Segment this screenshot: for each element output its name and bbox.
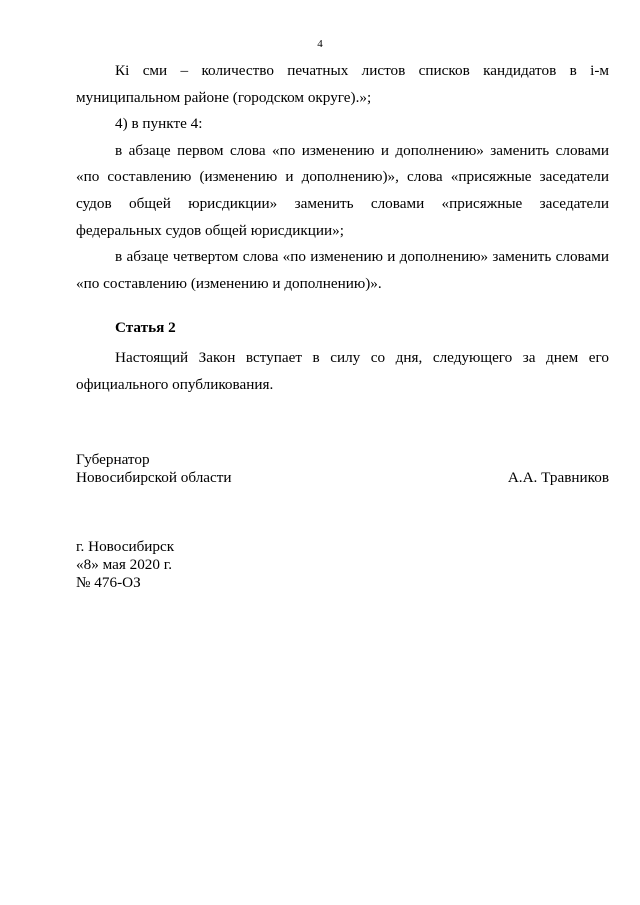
amendment-text: [76, 58, 609, 297]
page-number: 4: [317, 38, 323, 50]
article-2-heading: Статья 2: [115, 319, 176, 336]
article-2-text: Настоящий Закон вступает в силу со дня, следующего за днем его официального опубликования.: [76, 349, 609, 393]
signatory-name: А.А. Травников: [507, 469, 609, 486]
signature-block: [76, 451, 609, 487]
city: г. Новосибирск: [76, 538, 175, 555]
signatory-region: Новосибирской области: [76, 469, 232, 486]
place-date-block: [76, 538, 174, 592]
date: «8» мая 2020 г.: [76, 556, 173, 573]
law-number: № 476-ОЗ: [76, 574, 141, 591]
paragraph-formula-definition: Кi сми – количество печатных листов списков кандидатов в i-м муниципальном районе (городском округе).»;: [76, 62, 609, 106]
article-2-body: [76, 345, 609, 398]
paragraph-first-abzats: в абзаце первом слова «по изменению и дополнению» заменить словами «по составлению (изменению и дополнению)», слова «присяжные заседатели судов общей юрисдикции» заменить словами «присяжные заседатели федеральных судов общей юрисдикции»;: [76, 141, 609, 239]
signatory-title: Губернатор: [76, 451, 150, 468]
paragraph-fourth-abzats: в абзаце четвертом слова «по изменению и дополнению» заменить словами «по составлению (изменению и дополнению)».: [76, 248, 609, 292]
paragraph-item-4: 4) в пункте 4:: [115, 115, 203, 133]
